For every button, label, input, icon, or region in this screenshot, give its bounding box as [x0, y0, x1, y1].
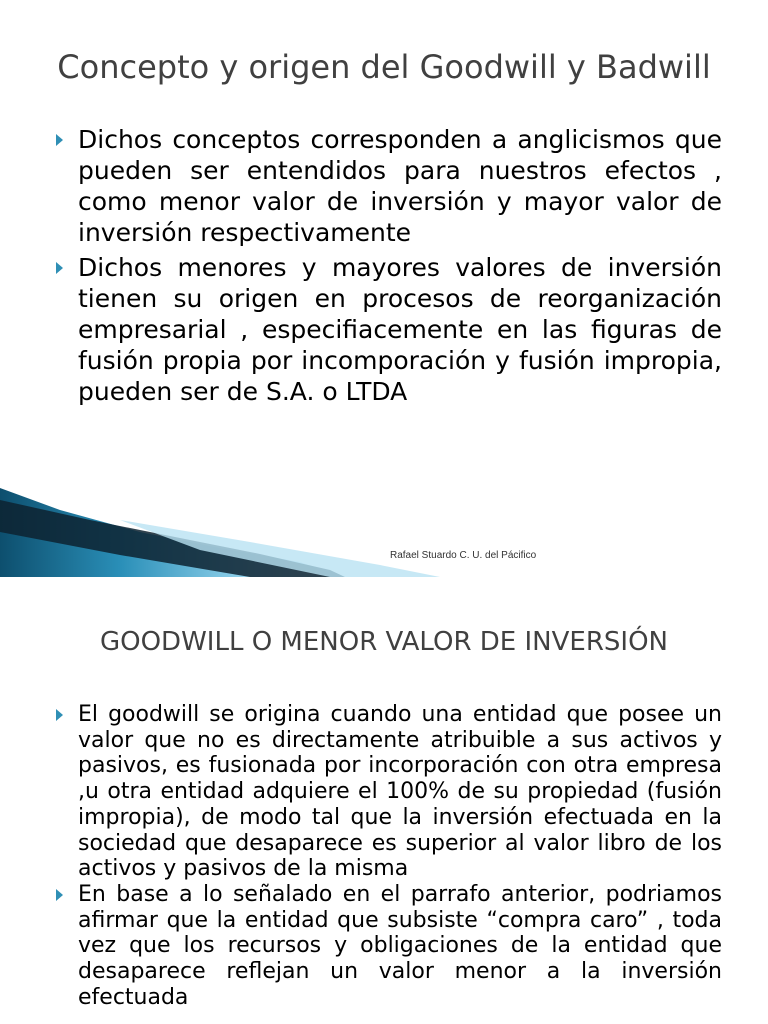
slide-title: GOODWILL O MENOR VALOR DE INVERSIÓN [99, 627, 668, 657]
bullet-item [56, 252, 722, 407]
bullet-item [56, 124, 722, 248]
bullet-text: Dichos conceptos corresponden a anglicismos que pueden ser entendidos para nuestros efectos , como menor valor de inversión y mayor valor de inversión respectivamente [78, 125, 722, 247]
bullet-text: El goodwill se origina cuando una entidad que posee un valor que no es directamente atribuible a sus activos y pasivos, es fusionada por incorporación con otra empresa ,u otra entidad adquiere el 100% de su propiedad (fusión impropia), de modo tal que la inversión efectuada en la sociedad que desaparece es superior al valor libro de los activos y pasivos de la misma [78, 702, 722, 882]
decorative-swoosh [0, 480, 768, 577]
bullet-item [56, 702, 722, 882]
bullet-text: En base a lo señalado en el parrafo anterior, podriamos afirmar que la entidad que subsiste “compra caro” , toda vez que los recursos y obligaciones de la entidad que desaparece reflejan un valor menor a la inversión efectuada [78, 881, 722, 1010]
footer-credit: Rafael Stuardo C. U. del Pácifico [390, 550, 537, 561]
bullet-list [56, 702, 722, 1010]
triangle-bullet-icon [56, 134, 63, 146]
triangle-bullet-icon [56, 262, 63, 274]
bullet-list [56, 124, 722, 411]
slide-2 [0, 577, 768, 1024]
slide-title: Concepto y origen del Goodwill y Badwill [57, 48, 711, 86]
triangle-bullet-icon [56, 709, 63, 721]
triangle-bullet-icon [56, 889, 63, 901]
bullet-item [56, 882, 722, 1011]
bullet-text: Dichos menores y mayores valores de inversión tienen su origen en procesos de reorganización empresarial , especifiacemente en las figuras de fusión propia por incomporación y fusión impropia, pueden ser de S.A. o LTDA [78, 253, 722, 406]
